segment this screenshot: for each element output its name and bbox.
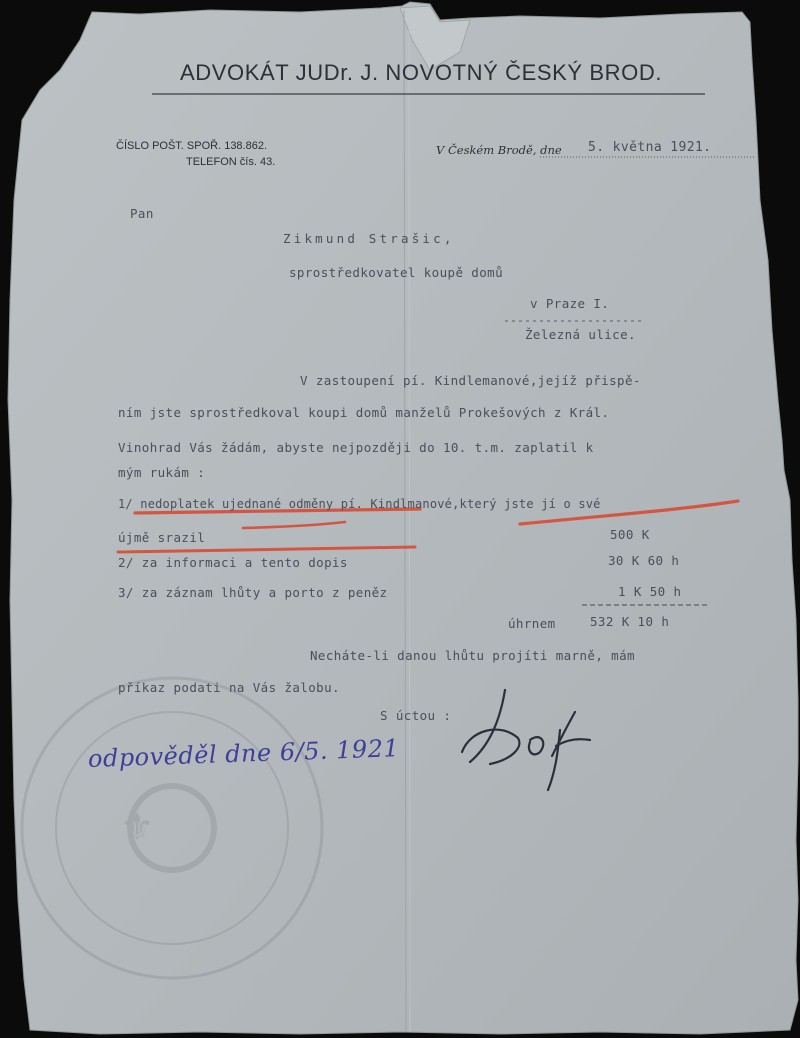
body-line-1: V zastoupení pí. Kindlemanové,jejíž přispě- [300,373,641,388]
paper-shape [8,2,798,1034]
letterhead-title: ADVOKÁT JUDr. J. NOVOTNÝ ČESKÝ BROD. [180,60,663,85]
recipient-street: Železná ulice. [525,327,636,342]
total-label: úhrnem [508,616,556,631]
closing-regards: S úctou : [380,708,452,723]
phone-number: TELEFON čís. 43. [186,156,276,168]
signature [450,690,600,800]
closing-line-2: příkaz podati na Vás žalobu. [118,680,340,695]
body-line-2: ním jste sprostředkoval koupi domů manželů Prokešových z Král. [118,405,610,420]
body-line-3: Vinohrad Vás žádám, abyste nejpozději do 10. t.m. zaplatil k [118,440,594,455]
salutation: Pan [130,206,154,221]
svg-text:⚜: ⚜ [120,805,155,849]
recipient-name: Zikmund Strašic, [283,231,455,246]
body-line-4: mým rukám : [118,465,206,480]
recipient-city: v Praze I. [530,296,610,311]
recipient-occupation: sprostředkovatel koupě domů [289,265,503,280]
handwritten-note: odpověděl dne 6/5. 1921 [87,734,400,773]
total-amount: 532 K 10 h [590,614,670,629]
place-prefix: V Českém Brodě, dne [436,143,562,157]
closing-line-1: Necháte-li danou lhůtu projíti marně, mám [310,648,635,663]
item-2-label: 2/ za informaci a tento dopis [118,555,348,570]
item-2-amount: 30 K 60 h [608,553,680,568]
item-3-amount: 1 K 50 h [618,584,682,599]
postal-account: ČÍSLO POŠT. SPOŘ. 138.862. [116,140,268,152]
item-1-label: 1/ nedoplatek ujednané odměny pí. Kindlmanové,který jste jí o své [118,497,601,511]
item-1-label-cont: újmě srazil [118,530,206,545]
item-1-amount: 500 K [610,527,650,542]
item-3-label: 3/ za záznam lhůty a porto z peněz [118,585,388,600]
letter-date: 5. května 1921. [588,140,712,155]
